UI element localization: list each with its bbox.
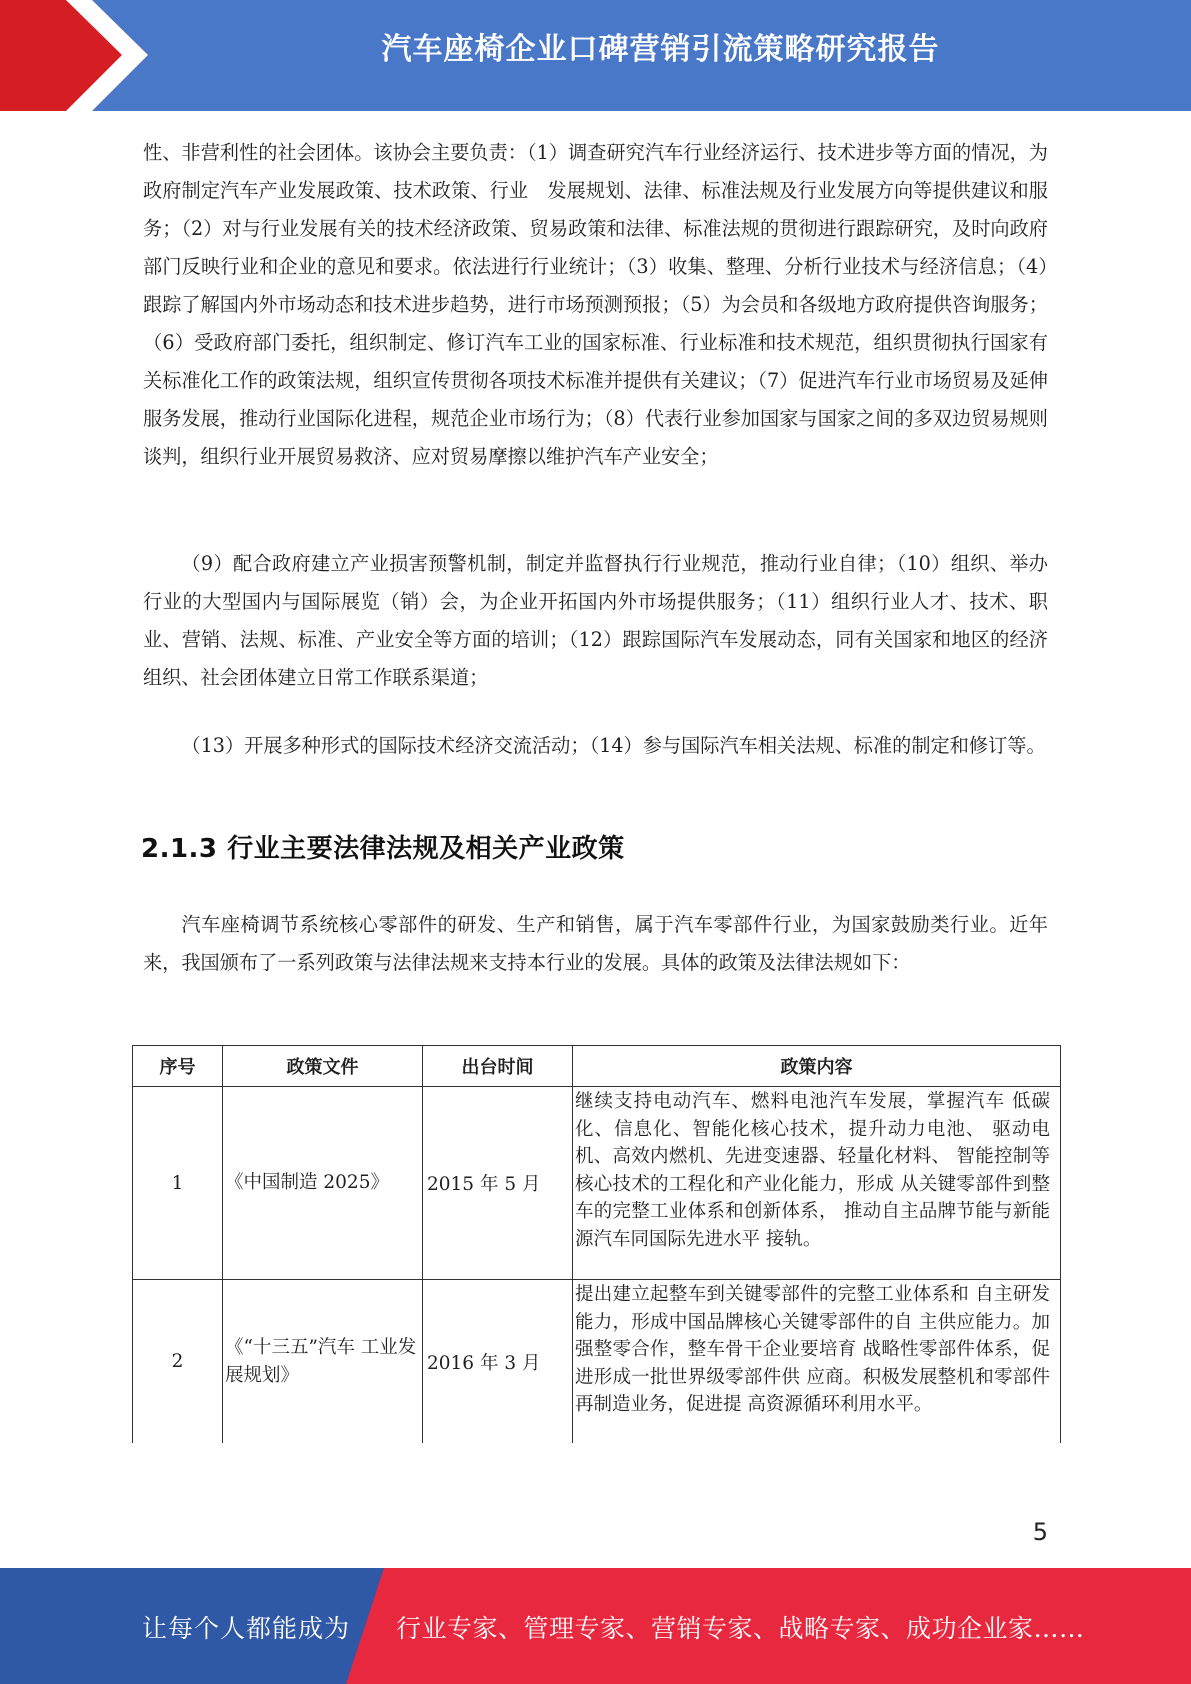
- report-title: 汽车座椅企业口碑营销引流策略研究报告: [381, 32, 940, 67]
- body-paragraph-3-block: [143, 727, 1048, 765]
- header-cell-no: 序号: [133, 1046, 223, 1087]
- table-row: [133, 1280, 1061, 1444]
- footer-slogan-left: 让每个人都能成为: [142, 1614, 351, 1643]
- body-paragraph: 性、非营利性的社会团体。该协会主要负责：（1）调查研究汽车行业经济运行、技术进步等方面的情况，为政府制定汽车产业发展政策、技术政策、行业 发展规划、法律、标准法规及行业发展方向等提供建议和服务；（2）对与行业发展有关的技术经济政策、贸易政策和法律、标准法规的贯彻进行跟踪研究，及时向政府部门反映行业和企业的意见和要求。依法进行行业统计；（3）收集、整理、分析行业技术与经济信息；（4）跟踪了解国内外市场动态和技术进步趋势，进行市场预测预报；（5）为会员和各级地方政府提供咨询服务；（6）受政府部门委托，组织制定、修订汽车工业的国家标准、行业标准和技术规范，组织贯彻执行国家有关标准化工作的政策法规，组织宣传贯彻各项技术标准并提供有关建议；（7）促进汽车行业市场贸易及延伸服务发展，推动行业国际化进程，规范企业市场行为；（8）代表行业参加国家与国家之间的多双边贸易规则谈判，组织行业开展贸易救济、应对贸易摩擦以维护汽车产业安全；: [143, 141, 1048, 468]
- footer-slogan-right: 行业专家、管理专家、营销专家、战略专家、成功企业家……: [396, 1614, 1085, 1643]
- cell-content: 继续支持电动汽车、燃料电池汽车发展，掌握汽车 低碳化、信息化、智能化核心技术，提升动力电池、 驱动电机、高效内燃机、先进变速器、轻量化材料、 智能控制等核心技术的工程化和产业化能力，形成 从关键零部件到整车的完整工业体系和创新体系， 推动自主品牌节能与新能源汽车同国际先进水平 接轨。: [573, 1087, 1061, 1280]
- body-paragraph-2-block: [143, 545, 1048, 697]
- cell-document: 《中国制造 2025》: [223, 1087, 423, 1280]
- cell-no: 2: [133, 1280, 223, 1444]
- intro-paragraph-block: [143, 906, 1048, 982]
- policy-table: [132, 1045, 1061, 1443]
- page-number: 5: [1032, 1518, 1048, 1546]
- cell-no: 1: [133, 1087, 223, 1280]
- intro-paragraph: 汽车座椅调节系统核心零部件的研发、生产和销售，属于汽车零部件行业，为国家鼓励类行业。近年来，我国颁布了一系列政策与法律法规来支持本行业的发展。具体的政策及法律法规如下：: [143, 913, 1048, 974]
- body-paragraph-1-block: [143, 134, 1048, 476]
- body-paragraph: （9）配合政府建立产业损害预警机制，制定并监督执行行业规范，推动行业自律；（10）组织、举办行业的大型国内与国际展览（销）会，为企业开拓国内外市场提供服务；（11）组织行业人才、技术、职业、营销、法规、标准、产业安全等方面的培训；（12）跟踪国际汽车发展动态，同有关国家和地区的经济组织、社会团体建立日常工作联系渠道；: [143, 552, 1048, 689]
- cell-document: 《“十三五”汽车 工业发展规划》: [223, 1280, 423, 1444]
- section-heading: 2.1.3 行业主要法律法规及相关产业政策: [141, 834, 625, 864]
- page-footer: [0, 1568, 1191, 1684]
- table-row: [133, 1087, 1061, 1280]
- body-paragraph: （13）开展多种形式的国际技术经济交流活动；（14）参与国际汽车相关法规、标准的制定和修订等。: [181, 734, 1046, 757]
- cell-date: 2015 年 5 月: [423, 1087, 573, 1280]
- table-header-row: [133, 1046, 1061, 1087]
- header-cell-date: 出台时间: [423, 1046, 573, 1087]
- header-cell-document: 政策文件: [223, 1046, 423, 1087]
- header-cell-content: 政策内容: [573, 1046, 1061, 1087]
- cell-date: 2016 年 3 月: [423, 1280, 573, 1444]
- page-header: [0, 0, 1191, 111]
- cell-content: 提出建立起整车到关键零部件的完整工业体系和 自主研发能力，形成中国品牌核心关键零部件的自 主供应能力。加强整零合作，整车骨干企业要培育 战略性零部件体系，促进形成一批世界级零部件供 应商。积极发展整机和零部件再制造业务，促进提 高资源循环利用水平。: [573, 1280, 1061, 1444]
